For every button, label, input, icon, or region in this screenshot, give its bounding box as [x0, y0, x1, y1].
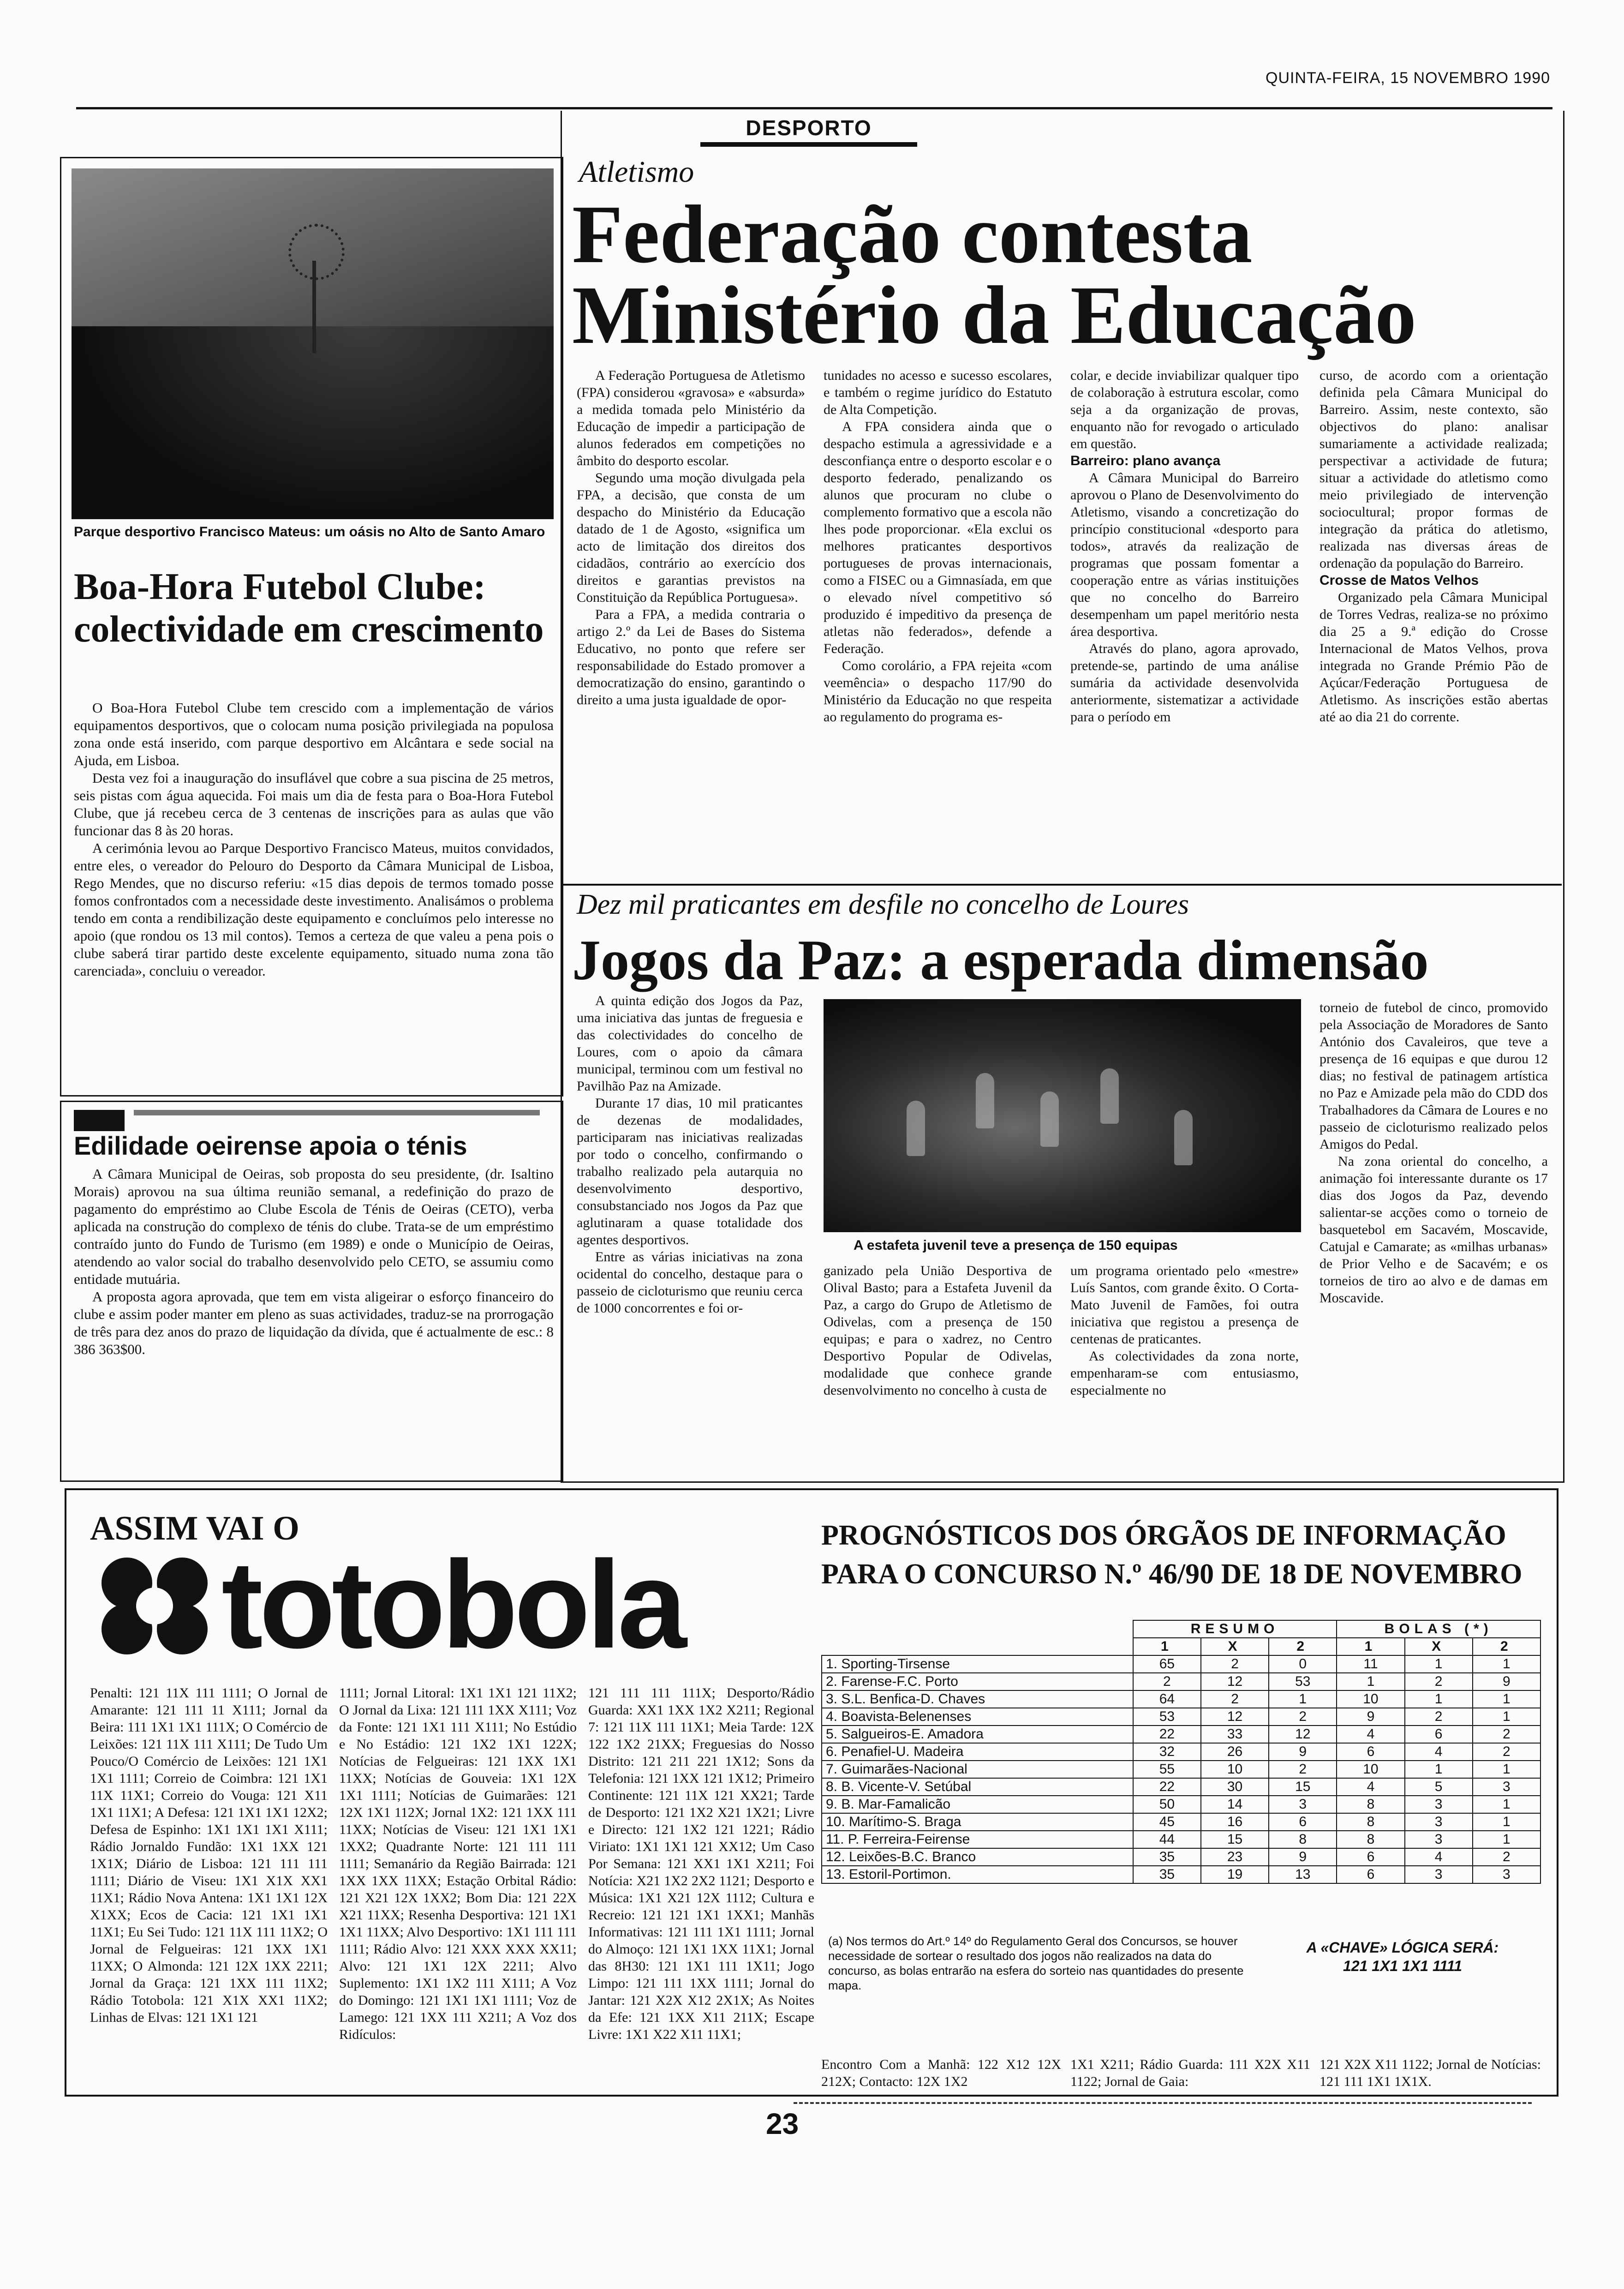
- bolas-1: 6: [1337, 1848, 1404, 1866]
- game-name: 4. Boavista-Belenenses: [822, 1708, 1133, 1726]
- oeiras-body: [74, 1165, 554, 1358]
- resumo-x: 12: [1201, 1708, 1269, 1726]
- totobola-logo: [83, 1544, 775, 1664]
- atletismo-col2-p3: Como corolário, a FPA rejeita «com veemência» o despacho 117/90 do Ministério da Educação no que respeita ao regulamento do programa es-: [824, 658, 1052, 725]
- resumo-col-1: 1: [1133, 1638, 1201, 1655]
- resumo-1: 22: [1133, 1778, 1201, 1796]
- game-name: 11. P. Ferreira-Feirense: [822, 1831, 1133, 1848]
- table-row: [822, 1655, 1540, 1673]
- totobola-bottom-2: 1X1 X211; Rádio Guarda: 111 X2X X11 1122; Jornal de Gaia:: [1070, 2057, 1310, 2089]
- bolas-x: 6: [1405, 1726, 1473, 1743]
- bolas-1: 6: [1337, 1866, 1404, 1883]
- totobola-clover-icon: [102, 1558, 208, 1654]
- bolas-x: 3: [1405, 1831, 1473, 1848]
- atletismo-col2-p1: tunidades no acesso e sucesso escolares, e também o regime jurídico do Estatuto de Alta Competição.: [824, 368, 1052, 417]
- loures-kicker: Dez mil praticantes em desfile no concelho de Loures: [577, 889, 1189, 920]
- loures-col4-p2: Na zona oriental do concelho, a animação foi interessante durante os 17 dias dos Jogos da Paz, devendo salientar-se acções como o torneio de basquetebol em Sacavém, Moscavide, Catujal e Camarate; as «milhas urbanas» de Prior Velho e de Sacavém; e os torneios de tiro ao alvo e de damas em Moscavide.: [1320, 1154, 1548, 1306]
- runner-figure: [976, 1073, 994, 1128]
- table-row: [822, 1743, 1540, 1761]
- boahora-photo: [72, 168, 554, 519]
- game-name: 3. S.L. Benfica-D. Chaves: [822, 1690, 1133, 1708]
- loures-col1-p1: A quinta edição dos Jogos da Paz, uma iniciativa das juntas de freguesia e das colectividades do concelho de Loures, com o apoio da câmara municipal, terminou com um festival no Pavilhão Paz na Amizade.: [577, 993, 803, 1094]
- oeiras-block-mark: [74, 1110, 125, 1131]
- game-name: 1. Sporting-Tirsense: [822, 1655, 1133, 1673]
- bolas-1: 11: [1337, 1655, 1404, 1673]
- runner-figure: [1040, 1091, 1059, 1147]
- runner-figure: [1100, 1068, 1119, 1124]
- table-row: [822, 1708, 1540, 1726]
- bolas-2: 3: [1473, 1866, 1540, 1883]
- bolas-2: 1: [1473, 1796, 1540, 1813]
- totobola-assim-label: ASSIM VAI O: [90, 1510, 299, 1547]
- resumo-x: 10: [1201, 1761, 1269, 1778]
- game-name: 6. Penafiel-U. Madeira: [822, 1743, 1133, 1761]
- bolas-1: 4: [1337, 1726, 1404, 1743]
- resumo-header: RESUMO: [1133, 1620, 1337, 1638]
- resumo-1: 44: [1133, 1831, 1201, 1848]
- loures-col1-p2: Durante 17 dias, 10 mil praticantes de dezenas de modalidades, participaram nas iniciativas realizadas por todo o concelho, confirmando o trabalho realizado pela autarquia no desenvolvimento desportivo, consubstanciado nos Jogos da Paz que aglutinaram a quase totalidade dos agentes desportivos.: [577, 1096, 803, 1247]
- section-label: DESPORTO: [746, 116, 872, 140]
- totobola-col-3: 121 111 111 111X; Desporto/Rádio Guarda: XX1 1XX 1X2 X211; Regional 7: 121 11X 111 11X1; Meia Tarde: 12X 122 1X2 21XX; Freguesias do Nosso Distrito: 121 211 221 1X12; Sons da Telefonia: 121 1XX 121 1X12; Primeiro Continente: 121 11X 121 XX21; Tarde de Desporto: 121 1X2 X21 1X21; Livre e Directo: 121 1X2 121 1221; Rádio Viriato: 1X1 1X1 121 XX12; Um Caso Por Semana: 121 XX1 1X1 X211; Foi Notícia: X21 1X2 2X2 1121; Desporto e Música: 1X1 X21 12X 1112; Cultura e Recreio: 121 121 1X1 1XX1; Manhãs Informativas: 121 111 1X1 1111; Jornal do Almoço: 121 1X1 1XX 11X1; Jornal das 8H30: 121 1X1 111 1X11; Jogo Limpo: 121 111 1XX 1111; Jornal do Jantar: 121 X2X X12 2X1X; As Noites da Efe: 121 1XX X11 211X; Escape Livre: 1X1 X22 X11 11X1;: [588, 1685, 814, 2042]
- bolas-header: BOLAS (*): [1337, 1620, 1540, 1638]
- resumo-2: 9: [1269, 1743, 1337, 1761]
- oeiras-headline: Edilidade oeirense apoia o ténis: [74, 1131, 467, 1160]
- loures-col3-p1: um programa orientado pelo «mestre» Luís Santos, com grande êxito. O Corta-Mato Juvenil de Famões, foi outra iniciativa que registou a presença de centenas de praticantes.: [1070, 1263, 1299, 1347]
- resumo-2: 8: [1269, 1831, 1337, 1848]
- atletismo-col2-p2: A FPA considera ainda que o despacho estimula a agressividade e a desconfiança entre o desporto escolar e o desporto federado, penalizando os alunos que procuram no clube o complemento formativo que a escola não lhes pode proporcionar. «Ela exclui os melhores praticantes desportivos portugueses de provas internacionais, como a FISEC ou a Gimnasíada, em que o elevado nível competitivo só produzido é impeditivo da presença de atletas não federados», defende a Federação.: [824, 419, 1052, 656]
- boahora-p1: O Boa-Hora Futebol Clube tem crescido com a implementação de vários equipamentos desportivos, que o colocam numa posição privilegiada na populosa zona onde está inserido, com parque desportivo em Alcântara e sede social na Ajuda, em Lisboa.: [74, 700, 554, 768]
- resumo-1: 32: [1133, 1743, 1201, 1761]
- bolas-2: 2: [1473, 1848, 1540, 1866]
- chave-value: 121 1X1 1X1 1111: [1343, 1958, 1462, 1974]
- resumo-x: 16: [1201, 1813, 1269, 1831]
- prognosticos-title: [821, 1516, 1541, 1594]
- resumo-x: 2: [1201, 1690, 1269, 1708]
- resumo-x: 33: [1201, 1726, 1269, 1743]
- atletismo-headline: Federação contesta Ministério da Educação: [572, 188, 1416, 361]
- bolas-2: 2: [1473, 1726, 1540, 1743]
- atletismo-subhead-crosse: Crosse de Matos Velhos: [1320, 573, 1479, 588]
- resumo-x: 23: [1201, 1848, 1269, 1866]
- table-corner: [822, 1620, 1133, 1638]
- bolas-2: 1: [1473, 1690, 1540, 1708]
- resumo-col-2: 2: [1269, 1638, 1337, 1655]
- bolas-2: 9: [1473, 1673, 1540, 1690]
- boahora-body: [74, 699, 554, 980]
- footer-dashes: [794, 2102, 1532, 2108]
- table-row: [822, 1761, 1540, 1778]
- bolas-1: 8: [1337, 1813, 1404, 1831]
- table-corner: [822, 1638, 1133, 1655]
- bolas-1: 6: [1337, 1743, 1404, 1761]
- resumo-2: 15: [1269, 1778, 1337, 1796]
- atletismo-col-3: [1070, 367, 1299, 725]
- resumo-2: 1: [1269, 1690, 1337, 1708]
- atletismo-col1-p3: Para a FPA, a medida contraria o artigo 2.º da Lei de Bases do Sistema Educativo, no ponto que refere ser responsabilidade do Estado promover a democratização do ensino, garantindo o direito a uma justa igualdade de opor-: [577, 607, 805, 707]
- boahora-p3: A cerimónia levou ao Parque Desportivo Francisco Mateus, muitos convidados, entre eles, o vereador do Pelouro do Desporto da Câmara Municipal de Lisboa, Rego Mendes, que no discurso referiu: «15 dias depois de termos tomado posse fomos confrontados com a necessidade deste investimento. Analisámos o problema tendo em conta a rendibilização deste equipamento e concluímos pelo interesse no apoio (que rondou os 13 mil contos). Temos a certeza de que valeu a pena pois o clube saberá tirar partido deste excelente equipamento, situado numa zona tão carenciada», concluiu o vereador.: [74, 840, 554, 979]
- resumo-1: 35: [1133, 1848, 1201, 1866]
- game-name: 13. Estoril-Portimon.: [822, 1866, 1133, 1883]
- loures-col-3: [1070, 1262, 1299, 1399]
- resumo-x: 15: [1201, 1831, 1269, 1848]
- resumo-2: 12: [1269, 1726, 1337, 1743]
- game-name: 8. B. Vicente-V. Setúbal: [822, 1778, 1133, 1796]
- atletismo-col4-p1: curso, de acordo com a orientação definida pela Câmara Municipal do Barreiro. Assim, neste contexto, são objectivos do plano: analisar sumariamente a actividade realizada; perspectivar a actividade de futura; situar a actividade do atletismo como meio privilegiado de intervenção sociocultural; propor formas de integração da prática do atletismo, realizada nas diversas áreas de ordenação da população do Barreiro.: [1320, 368, 1548, 571]
- atletismo-col-1: [577, 367, 805, 708]
- resumo-1: 64: [1133, 1690, 1201, 1708]
- bolas-x: 3: [1405, 1796, 1473, 1813]
- game-name: 10. Marítimo-S. Braga: [822, 1813, 1133, 1831]
- resumo-2: 3: [1269, 1796, 1337, 1813]
- runner-figure: [1174, 1110, 1193, 1165]
- windmill-icon: [288, 224, 345, 280]
- bolas-1: 8: [1337, 1831, 1404, 1848]
- resumo-x: 12: [1201, 1673, 1269, 1690]
- boahora-p2: Desta vez foi a inauguração do insuflável que cobre a sua piscina de 25 metros, seis pistas com água aquecida. Foi mais um dia de festa para o Boa-Hora Futebol Clube, que já recebeu cerca de 3 centenas de inscrições para as aulas que vão funcionar das 8 às 20 horas.: [74, 770, 554, 839]
- loures-col1-p3: Entre as várias iniciativas na zona ocidental do concelho, destaque para o passeio de cicloturismo que reuniu cerca de 1000 concorrentes e foi or-: [577, 1249, 803, 1316]
- resumo-1: 35: [1133, 1866, 1201, 1883]
- atletismo-col-2: [824, 367, 1052, 725]
- table-row: [822, 1831, 1540, 1848]
- bolas-x: 5: [1405, 1778, 1473, 1796]
- prognosticos-table: [821, 1620, 1541, 1884]
- photo-hill: [72, 326, 554, 519]
- resumo-1: 45: [1133, 1813, 1201, 1831]
- bolas-2: 1: [1473, 1813, 1540, 1831]
- atletismo-subhead-barreiro: Barreiro: plano avança: [1070, 453, 1221, 468]
- table-row: [822, 1848, 1540, 1866]
- prognosticos-title-line1: PROGNÓSTICOS DOS ÓRGÃOS DE INFORMAÇÃO: [821, 1520, 1506, 1551]
- resumo-x: 14: [1201, 1796, 1269, 1813]
- resumo-1: 50: [1133, 1796, 1201, 1813]
- runner-figure: [907, 1101, 925, 1156]
- bolas-x: 1: [1405, 1690, 1473, 1708]
- bolas-1: 10: [1337, 1690, 1404, 1708]
- header-rule: [76, 107, 1552, 109]
- regulamento-note: (a) Nos termos do Art.º 14º do Regulamento Geral dos Concursos, se houver necessidade de sortear o resultado dos jogos não realizados na data do concurso, as bolas entrarão na esfera do sorteio nas quantidades do presente mapa.: [828, 1934, 1244, 1992]
- resumo-2: 53: [1269, 1673, 1337, 1690]
- resumo-1: 65: [1133, 1655, 1201, 1673]
- bolas-2: 1: [1473, 1831, 1540, 1848]
- bolas-x: 1: [1405, 1761, 1473, 1778]
- bolas-2: 1: [1473, 1655, 1540, 1673]
- page-date: QUINTA-FEIRA, 15 NOVEMBRO 1990: [1266, 69, 1550, 87]
- resumo-x: 2: [1201, 1655, 1269, 1673]
- bolas-col-1: 1: [1337, 1638, 1404, 1655]
- table-row: [822, 1866, 1540, 1883]
- atletismo-col1-p1: A Federação Portuguesa de Atletismo (FPA) considerou «gravosa» e «absurda» a medida tomada pelo Ministério da Educação de impedir a participação de alunos federados em competições no âmbito do desporto escolar.: [577, 368, 805, 468]
- game-name: 12. Leixões-B.C. Branco: [822, 1848, 1133, 1866]
- resumo-col-x: X: [1201, 1638, 1269, 1655]
- table-row: [822, 1673, 1540, 1690]
- bolas-2: 2: [1473, 1743, 1540, 1761]
- loures-photo-caption: A estafeta juvenil teve a presença de 150 equipas: [854, 1238, 1178, 1253]
- game-name: 9. B. Mar-Famalicão: [822, 1796, 1133, 1813]
- atletismo-col3-p2: A Câmara Municipal do Barreiro aprovou o Plano de Desenvolvimento do Atletismo, visando a concretização do princípio constitucional «desporto para todos», através da realização de programas que possam fomentar a cooperação entre as várias instituições que no concelho do Barreiro desempenham um papel meritório nesta área desportiva.: [1070, 470, 1299, 639]
- bolas-x: 3: [1405, 1813, 1473, 1831]
- table-row: [822, 1690, 1540, 1708]
- oeiras-rule: [134, 1110, 540, 1115]
- bolas-x: 2: [1405, 1673, 1473, 1690]
- atletismo-col-4: [1320, 367, 1548, 725]
- boahora-photo-caption: Parque desportivo Francisco Mateus: um oásis no Alto de Santo Amaro: [74, 524, 545, 539]
- bolas-2: 3: [1473, 1778, 1540, 1796]
- resumo-2: 9: [1269, 1848, 1337, 1866]
- table-row: [822, 1813, 1540, 1831]
- bolas-2: 1: [1473, 1761, 1540, 1778]
- game-name: 7. Guimarães-Nacional: [822, 1761, 1133, 1778]
- bolas-x: 3: [1405, 1866, 1473, 1883]
- bolas-1: 4: [1337, 1778, 1404, 1796]
- resumo-x: 19: [1201, 1866, 1269, 1883]
- resumo-2: 0: [1269, 1655, 1337, 1673]
- loures-col-4: [1320, 999, 1548, 1306]
- loures-headline: Jogos da Paz: a esperada dimensão: [572, 929, 1429, 992]
- bolas-x: 4: [1405, 1743, 1473, 1761]
- totobola-logo-text: totobola: [221, 1544, 683, 1664]
- bolas-x: 1: [1405, 1655, 1473, 1673]
- totobola-col-1: Penalti: 121 11X 111 1111; O Jornal de Amarante: 121 111 11 X111; Jornal da Beira: 111 1X1 1X1 111X; O Comércio de Leixões: 121 11X 111 X111; De Tudo Um Pouco/O Comércio de Leixões: 121 1X1 1X1 1111; Correio de Coimbra: 121 1X1 11X 11X1; Correio do Vouga: 121 X11 1X1 11X1; A Defesa: 121 1X1 1X1 12X2; Defesa de Espinho: 1X1 1X1 1X1 X111; Rádio Jornaldo Fundão: 1X1 1XX 121 1X1X; Diário de Lisboa: 121 111 111 1111; Diário de Viseu: 1X1 X1X XX1 11X1; Rádio Nova Antena: 1X1 1X1 12X X1XX; Ecos de Cacia: 121 1X1 1X1 11X1; Eu Sei Tudo: 121 11X 111 11X2; O Jornal de Felgueiras: 121 1XX 1X1 11XX; O Almonda: 121 12X 1XX 2211; Jornal da Graça: 121 1XX 111 11X2; Rádio Totobola: 121 X1X XX1 11X2; Linhas de Elvas: 121 1X1 121: [90, 1685, 328, 2025]
- table-row: [822, 1726, 1540, 1743]
- table-row: [822, 1796, 1540, 1813]
- atletismo-col4-p2: Organizado pela Câmara Municipal de Torres Vedras, realiza-se no próximo dia 25 a 9.ª edição do Crosse Internacional de Matos Velhos, prova integrada no Grande Prémio Pão de Açúcar/Federação Portuguesa de Atletismo. As inscrições estão abertas até ao dia 21 do corrente.: [1320, 590, 1548, 725]
- resumo-x: 26: [1201, 1743, 1269, 1761]
- prognosticos-title-line2: PARA O CONCURSO N.º 46/90 DE 18 DE NOVEMBRO: [821, 1558, 1522, 1590]
- resumo-1: 22: [1133, 1726, 1201, 1743]
- bolas-2: 1: [1473, 1708, 1540, 1726]
- page-number: 23: [766, 2107, 799, 2140]
- oeiras-p1: A Câmara Municipal de Oeiras, sob proposta do seu presidente, (dr. Isaltino Morais) aprovou na sua última reunião semanal, a redefinição do prazo de pagamento do empréstimo ao Clube Escola de Ténis de Oeiras (CETO), verba aplicada na construção do complexo de ténis do clube. Trata-se de um empréstimo contraído junto do Fundo de Turismo (em 1989) e onde o Município de Oeiras, atendendo ao valor social do trabalho desenvolvido pelo CETO, se assumiu como entidade mutuária.: [74, 1166, 554, 1287]
- resumo-1: 53: [1133, 1708, 1201, 1726]
- bolas-col-2: 2: [1473, 1638, 1540, 1655]
- resumo-2: 2: [1269, 1708, 1337, 1726]
- loures-top-rule: [561, 884, 1562, 886]
- resumo-2: 13: [1269, 1866, 1337, 1883]
- bolas-x: 2: [1405, 1708, 1473, 1726]
- bolas-1: 10: [1337, 1761, 1404, 1778]
- bolas-x: 4: [1405, 1848, 1473, 1866]
- loures-col-2: [824, 1262, 1052, 1399]
- resumo-x: 30: [1201, 1778, 1269, 1796]
- game-name: 2. Farense-F.C. Porto: [822, 1673, 1133, 1690]
- games-body: [822, 1655, 1540, 1883]
- table-row: [822, 1778, 1540, 1796]
- loures-col4-p1: torneio de futebol de cinco, promovido pela Associação de Moradores de Santo António dos Cavaleiros, que teve a presença de 16 equipas e que durou 12 dias; no festival de patinagem artística no Paz e Amizade pela mão do CDD dos Trabalhadores da Câmara de Loures e no passeio de cicloturismo realizado pelos Amigos do Pedal.: [1320, 1000, 1548, 1152]
- atletismo-col1-p2: Segundo uma moção divulgada pela FPA, a decisão, que consta de um despacho do Ministério da Educação datado de 1 de Agosto, «significa um acto de limitação dos direitos dos cidadãos, contrário ao exercício dos direitos e garantias previstos na Constituição da República Portuguesa».: [577, 470, 805, 605]
- resumo-2: 2: [1269, 1761, 1337, 1778]
- atletismo-kicker: Atletismo: [579, 155, 694, 189]
- loures-col-1: [577, 992, 803, 1317]
- atletismo-col3-p1: colar, e decide inviabilizar qualquer tipo de colaboração à estrutura escolar, como seja a da organização de provas, enquanto não for revogado o articulado em questão.: [1070, 368, 1299, 451]
- totobola-bottom-3: 121 X2X X11 1122; Jornal de Notícias: 121 111 1X1 1X1X.: [1320, 2057, 1541, 2089]
- oeiras-p2: A proposta agora aprovada, que tem em vista aligeirar o esforço financeiro do clube e assim poder manter em pleno as suas actividades, traduz-se na prorrogação de três para dez anos do prazo de liquidação da dívida, que é actualmente de esc.: 8 386 363$00.: [74, 1288, 554, 1357]
- chave-logica: [1264, 1938, 1541, 1975]
- loures-photo: [824, 999, 1301, 1232]
- game-name: 5. Salgueiros-E. Amadora: [822, 1726, 1133, 1743]
- resumo-1: 2: [1133, 1673, 1201, 1690]
- bolas-col-x: X: [1405, 1638, 1473, 1655]
- totobola-bottom-1: Encontro Com a Manhã: 122 X12 12X 212X; Contacto: 12X 1X2: [821, 2057, 1061, 2089]
- atletismo-col3-p3: Através do plano, agora aprovado, pretende-se, partindo de uma análise sumária da actividade desenvolvida anteriormente, sistematizar a actividade para o período em: [1070, 641, 1299, 725]
- loures-col2-p1: ganizado pela União Desportiva de Olival Basto; para a Estafeta Juvenil da Paz, a cargo do Grupo de Atletismo de Odivelas, com a presença de 150 equipas; e para o xadrez, no Centro Desportivo Popular de Odivelas, modalidade que conhece grande desenvolvimento no concelho à custa de: [824, 1263, 1052, 1398]
- bolas-1: 1: [1337, 1673, 1404, 1690]
- resumo-1: 55: [1133, 1761, 1201, 1778]
- loures-col3-p2: As colectividades da zona norte, empenharam-se com entusiasmo, especialmente no: [1070, 1348, 1299, 1398]
- boahora-headline: Boa-Hora Futebol Clube: colectividade em crescimento: [74, 565, 544, 650]
- totobola-col-2: 1111; Jornal Litoral: 1X1 1X1 121 11X2; O Jornal da Lixa: 121 111 1XX X111; Voz da Fonte: 121 1X1 111 X111; No Estúdio e No Estádio: 121 1X2 1X1 122X; Notícias de Felgueiras: 121 1XX 1X1 11XX; Notícias de Gouveia: 1X1 12X 1X1 1111; Notícias de Guimarães: 121 12X 1X1 112X; Jornal 1X2: 121 1XX 111 11XX; Notícias de Viseu: 121 1X1 1X1 1XX2; Quadrante Norte: 121 111 111 1111; Semanário da Região Bairrada: 121 1XX 1XX 11XX; Estação Orbital Rádio: 121 X21 12X 1XX2; Bom Dia: 121 22X X21 11XX; Resenha Desportiva: 121 1X1 1X1 11XX; Alvo Desportivo: 1X1 111 111 1111; Rádio Alvo: 121 XXX XXX XX11; Alvo: 121 1X1 12X 2211; Alvo Suplemento: 1X1 1X2 111 X111; A Voz do Domingo: 121 1X1 1X1 1111; Voz de Lamego: 121 1XX 111 X211; A Voz dos Ridículos:: [339, 1685, 577, 2042]
- resumo-2: 6: [1269, 1813, 1337, 1831]
- bolas-1: 9: [1337, 1708, 1404, 1726]
- chave-title: A «CHAVE» LÓGICA SERÁ:: [1306, 1939, 1499, 1956]
- bolas-1: 8: [1337, 1796, 1404, 1813]
